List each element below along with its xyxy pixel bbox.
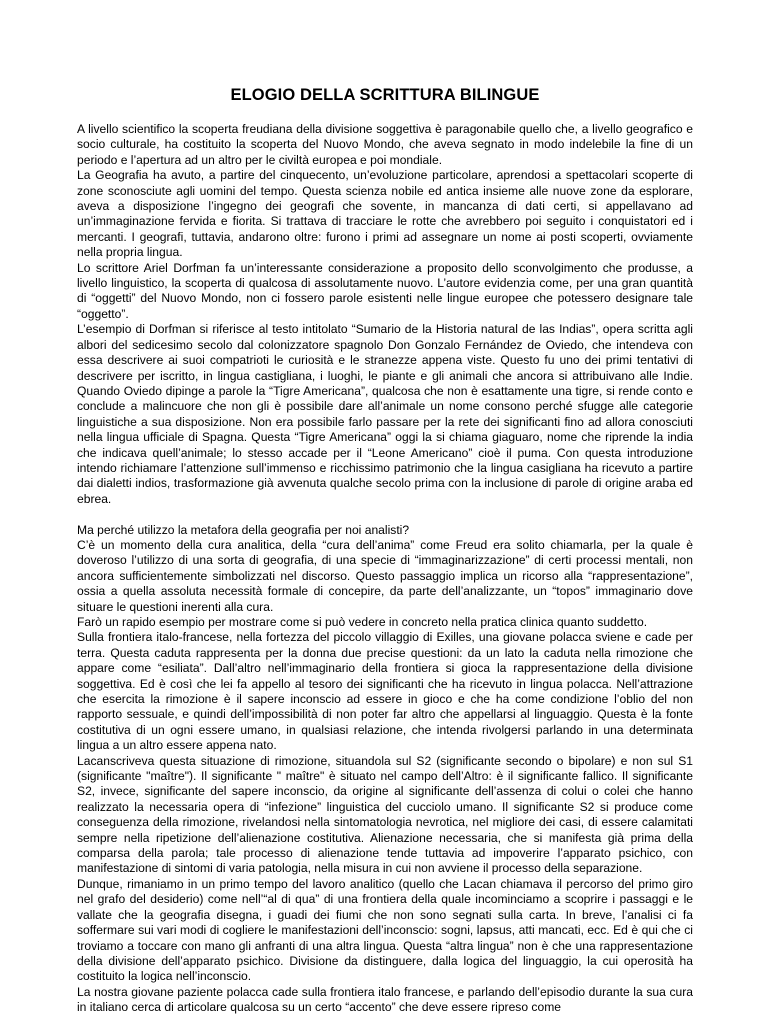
paragraph: Dunque, rimaniamo in un primo tempo del lavoro analitico (quello che Lacan chiamava il percorso del primo giro nel grafo del desiderio) come nell’“al di qua” di una frontiera della quale incominciamo a scoprire i passaggi e le vallate che la geografia disegna, i guadi dei fiumi che non sono segnati sulla carta. In breve, l’analisi ci fa soffermare sui vari modi di cogliere le manifestazioni dell’inconscio: sogni, lapsus, atti mancati, ecc. Ed è qui che ci troviamo a toccare con mano gli anfranti di una altra lingua. Questa “altra lingua” non è che una rappresentazione della divisione dell’apparato psichico. Divisione da distinguere, dalla logica del linguaggio, la cui operosità ha costituito la logica nell’inconscio. [77, 876, 693, 984]
paragraph: La Geografia ha avuto, a partire del cinquecento, un’evoluzione particolare, aprendosi a spettacolari scoperte di zone sconosciute agli uomini del tempo. Questa scienza nobile ed antica insieme alle nuove zone da esplorare, aveva a disposizione l’ingegno dei geografi che sovente, in mancanza di dati certi, si appellavano ad un’immaginazione fervida e fiorita. Si trattava di tracciare le rotte che avrebbero poi seguito i conquistatori ed i mercanti. I geografi, tuttavia, andarono oltre: furono i primi ad assegnare un nome ai posti scoperti, ovviamente nella propria lingua. [77, 168, 693, 260]
paragraph: La nostra giovane paziente polacca cade sulla frontiera italo francese, e parlando dell’episodio durante la sua cura in italiano cerca di articolare qualcosa su un certo “accento” che deve essere ripreso come [77, 984, 693, 1015]
paragraph: L’esempio di Dorfman si riferisce al testo intitolato “Sumario de la Historia natural de las Indias”, opera scritta agli albori del sedicesimo secolo dal colonizzatore spagnolo Don Gonzalo Fernández de Oviedo, che intendeva con essa descrivere ai suoi compatrioti le curiosità e le stranezze appena viste. Questo fu uno dei primi tentativi di descrivere per iscritto, in lingua castigliana, i luoghi, le piante e gli animali che ancora si attribuivano alle Indie. Quando Oviedo dipinge a parole la “Tigre Americana”, qualcosa che non è esattamente una tigre, si rende conto e conclude a malincuore che non gli è possibile dare all’animale un nome consono perché sfugge alle categorie linguistiche a sua disposizione. Non era possibile farlo passare per la rete dei significanti fino ad allora conosciuti nella lingua ufficiale di Spagna. Questa “Tigre Americana” oggi la si chiama giaguaro, nome che riprende la india che indicava quell’animale; lo stesso accade per il “Leone Americano” cioè il puma. Con questa introduzione intendo richiamare l’attenzione sull’immenso e ricchissimo patrimonio che la lingua casigliana ha ricevuto a partire dai dialetti indios, trasformazione già avvenuta qualche secolo prima con la inclusione di parole di origine araba ed ebrea. [77, 322, 693, 506]
paragraph: Lo scrittore Ariel Dorfman fa un’interessante considerazione a proposito dello sconvolgimento che produsse, a livello linguistico, la scoperta di qualcosa di assolutamente nuovo. L’autore evidenzia come, per una gran quantità di “oggetti” del Nuovo Mondo, non ci fossero parole esistenti nelle lingue europee che potessero designare tale “oggetto”. [77, 260, 693, 321]
paragraph: C’è un momento della cura analitica, della “cura dell’anima” come Freud era solito chiamarla, per la quale è doveroso l’utilizzo di una sorta di geografia, di una specie di “immaginarizzazione” di certi processi mentali, non ancora sufficientemente simbolizzati nel discorso. Questo passaggio implica un ricorso alla “rappresentazione”, ossia a quella assoluta necessità formale di concepire, da parte dell’analizzante, un “topos” immaginario dove situare le questioni inerenti alla cura. [77, 537, 693, 614]
paragraph: A livello scientifico la scoperta freudiana della divisione soggettiva è paragonabile quello che, a livello geografico e socio culturale, ha costituito la scoperta del Nuovo Mondo, che aveva segnato in modo indelebile la fine di un periodo e l’apertura ad un altro per le civiltà europea e poi mondiale. [77, 122, 693, 167]
paragraph: Lacanscriveva questa situazione di rimozione, situandola sul S2 (significante secondo o bipolare) e non sul S1 (significante "maître"). Il significante " maître" è situato nel campo dell’Altro: è il significante fallico. Il significante S2, invece, significante del sapere inconscio, da origine al significante dell’assenza di colui o colei che hanno realizzato la necessaria opera di “infezione” linguistica del cucciolo umano. Il significante S2 si produce come conseguenza della rimozione, rivelandosi nella sintomatologia nevrotica, nel migliore dei casi, di essere calamitati sempre nella ripetizione dell’alienazione costitutiva. Alienazione necessaria, che si manifesta già prima della comparsa della parola; tale processo di alienazione tende tuttavia ad impoverire l’apparato psichico, con manifestazione di sintomi di varia patologia, nella misura in cui non avviene il processo della separazione. [77, 753, 693, 876]
paragraph: Farò un rapido esempio per mostrare come si può vedere in concreto nella pratica clinica quanto suddetto. [77, 614, 648, 629]
paragraph: Ma perché utilizzo la metafora della geografia per noi analisti? [77, 522, 410, 537]
paragraph-spacer [77, 507, 693, 522]
document-title: ELOGIO DELLA SCRITTURA BILINGUE [230, 86, 540, 104]
paragraph: Sulla frontiera italo-francese, nella fortezza del piccolo villaggio di Exilles, una giovane polacca sviene e cade per terra. Questa caduta rappresenta per la donna due precise questioni: da un lato la caduta nella rimozione che appare come “esiliata”. Dall’altro nell’immaginario della frontiera si gioca la rappresentazione della divisione soggettiva. Ed è così che lei fa appello al tesoro dei significanti che ha ricevuto in lingua polacca. Nell’attrazione che esercita la rimozione è il sapere inconscio ad essere in gioco e che ha come condizione l’oblio del non rapporto sessuale, e quindi dell’impossibilità di non poter far altro che appellarsi al linguaggio. Questa è la fonte costitutiva di un ogni essere umano, in qualsiasi relazione, che intenda rivolgersi parlando in una determinata lingua a un altro essere appena nato. [77, 630, 693, 753]
